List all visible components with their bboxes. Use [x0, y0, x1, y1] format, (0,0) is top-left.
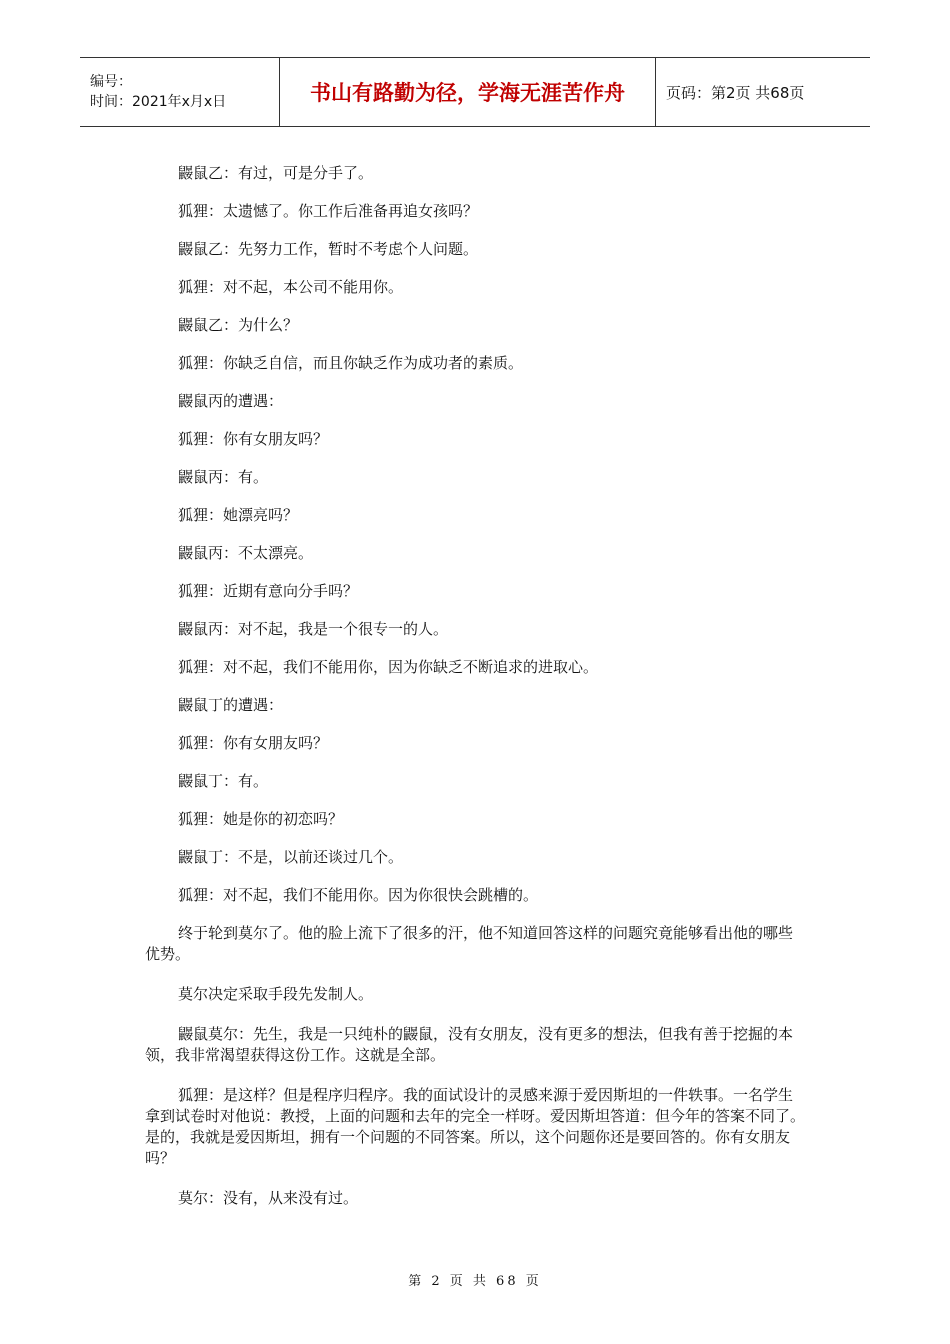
paragraph: 狐狸：是这样？但是程序归程序。我的面试设计的灵感来源于爱因斯坦的一件轶事。一名学生拿到试卷时对他说：教授，上面的问题和去年的完全一样呀。爱因斯坦答道：但今年的答案不同了。是的，我就是爱因斯坦，拥有一个问题的不同答案。所以，这个问题你还是要回答的。你有女朋友吗？ [145, 1086, 806, 1167]
paragraph: 终于轮到莫尔了。他的脸上流下了很多的汗，他不知道回答这样的问题究竟能够看出他的哪些优势。 [145, 924, 794, 963]
section-line: 鼹鼠丙的遭遇： [178, 392, 284, 410]
dialogue-line: 鼹鼠丁：有。 [178, 772, 269, 790]
page-footer: 第 2 页 共 68 页 [408, 1274, 542, 1289]
page-info-text: 页码：第2页 共68页 [666, 83, 805, 102]
dialogue-line: 狐狸：太遗憾了。你工作后准备再追女孩吗？ [178, 202, 479, 220]
dialogue-line: 鼹鼠丙：不太漂亮。 [178, 544, 314, 562]
dialogue-line: 鼹鼠丁：不是，以前还谈过几个。 [178, 848, 404, 866]
dialogue-line: 狐狸：你有女朋友吗？ [178, 430, 329, 448]
dialogue-line: 狐狸：你缺乏自信，而且你缺乏作为成功者的素质。 [178, 354, 524, 372]
dialogue-line: 狐狸：她漂亮吗？ [178, 506, 299, 524]
paragraph: 莫尔：没有，从来没有过。 [178, 1189, 359, 1207]
header-page-info [656, 58, 870, 126]
doc-number-label: 编号： [90, 74, 132, 90]
dialogue-line: 鼹鼠乙：有过，可是分手了。 [178, 164, 374, 182]
dialogue-line: 鼹鼠丙：对不起，我是一个很专一的人。 [178, 620, 449, 638]
dialogue-line: 鼹鼠乙：为什么？ [178, 316, 299, 334]
section-line: 鼹鼠丁的遭遇： [178, 696, 284, 714]
dialogue-line: 狐狸：她是你的初恋吗？ [178, 810, 344, 828]
page-header [80, 57, 870, 127]
paragraph: 莫尔决定采取手段先发制人。 [178, 985, 374, 1003]
dialogue-line: 狐狸：近期有意向分手吗？ [178, 582, 359, 600]
dialogue-line: 狐狸：对不起，我们不能用你，因为你缺乏不断追求的进取心。 [178, 658, 599, 676]
paragraph: 鼹鼠莫尔：先生，我是一只纯朴的鼹鼠，没有女朋友，没有更多的想法，但我有善于挖掘的本领，我非常渴望获得这份工作。这就是全部。 [145, 1025, 794, 1064]
header-meta [80, 58, 280, 126]
dialogue-line: 鼹鼠乙：先努力工作，暂时不考虑个人问题。 [178, 240, 479, 258]
header-motto [280, 58, 656, 126]
dialogue-line: 鼹鼠丙：有。 [178, 468, 269, 486]
motto-text: 书山有路勤为径，学海无涯苦作舟 [310, 81, 625, 105]
doc-date: 时间：2021年x月x日 [90, 94, 227, 110]
dialogue-line: 狐狸：对不起，我们不能用你。因为你很快会跳槽的。 [178, 886, 539, 904]
document-body [145, 163, 805, 1228]
dialogue-line: 狐狸：对不起，本公司不能用你。 [178, 278, 404, 296]
dialogue-line: 狐狸：你有女朋友吗？ [178, 734, 329, 752]
